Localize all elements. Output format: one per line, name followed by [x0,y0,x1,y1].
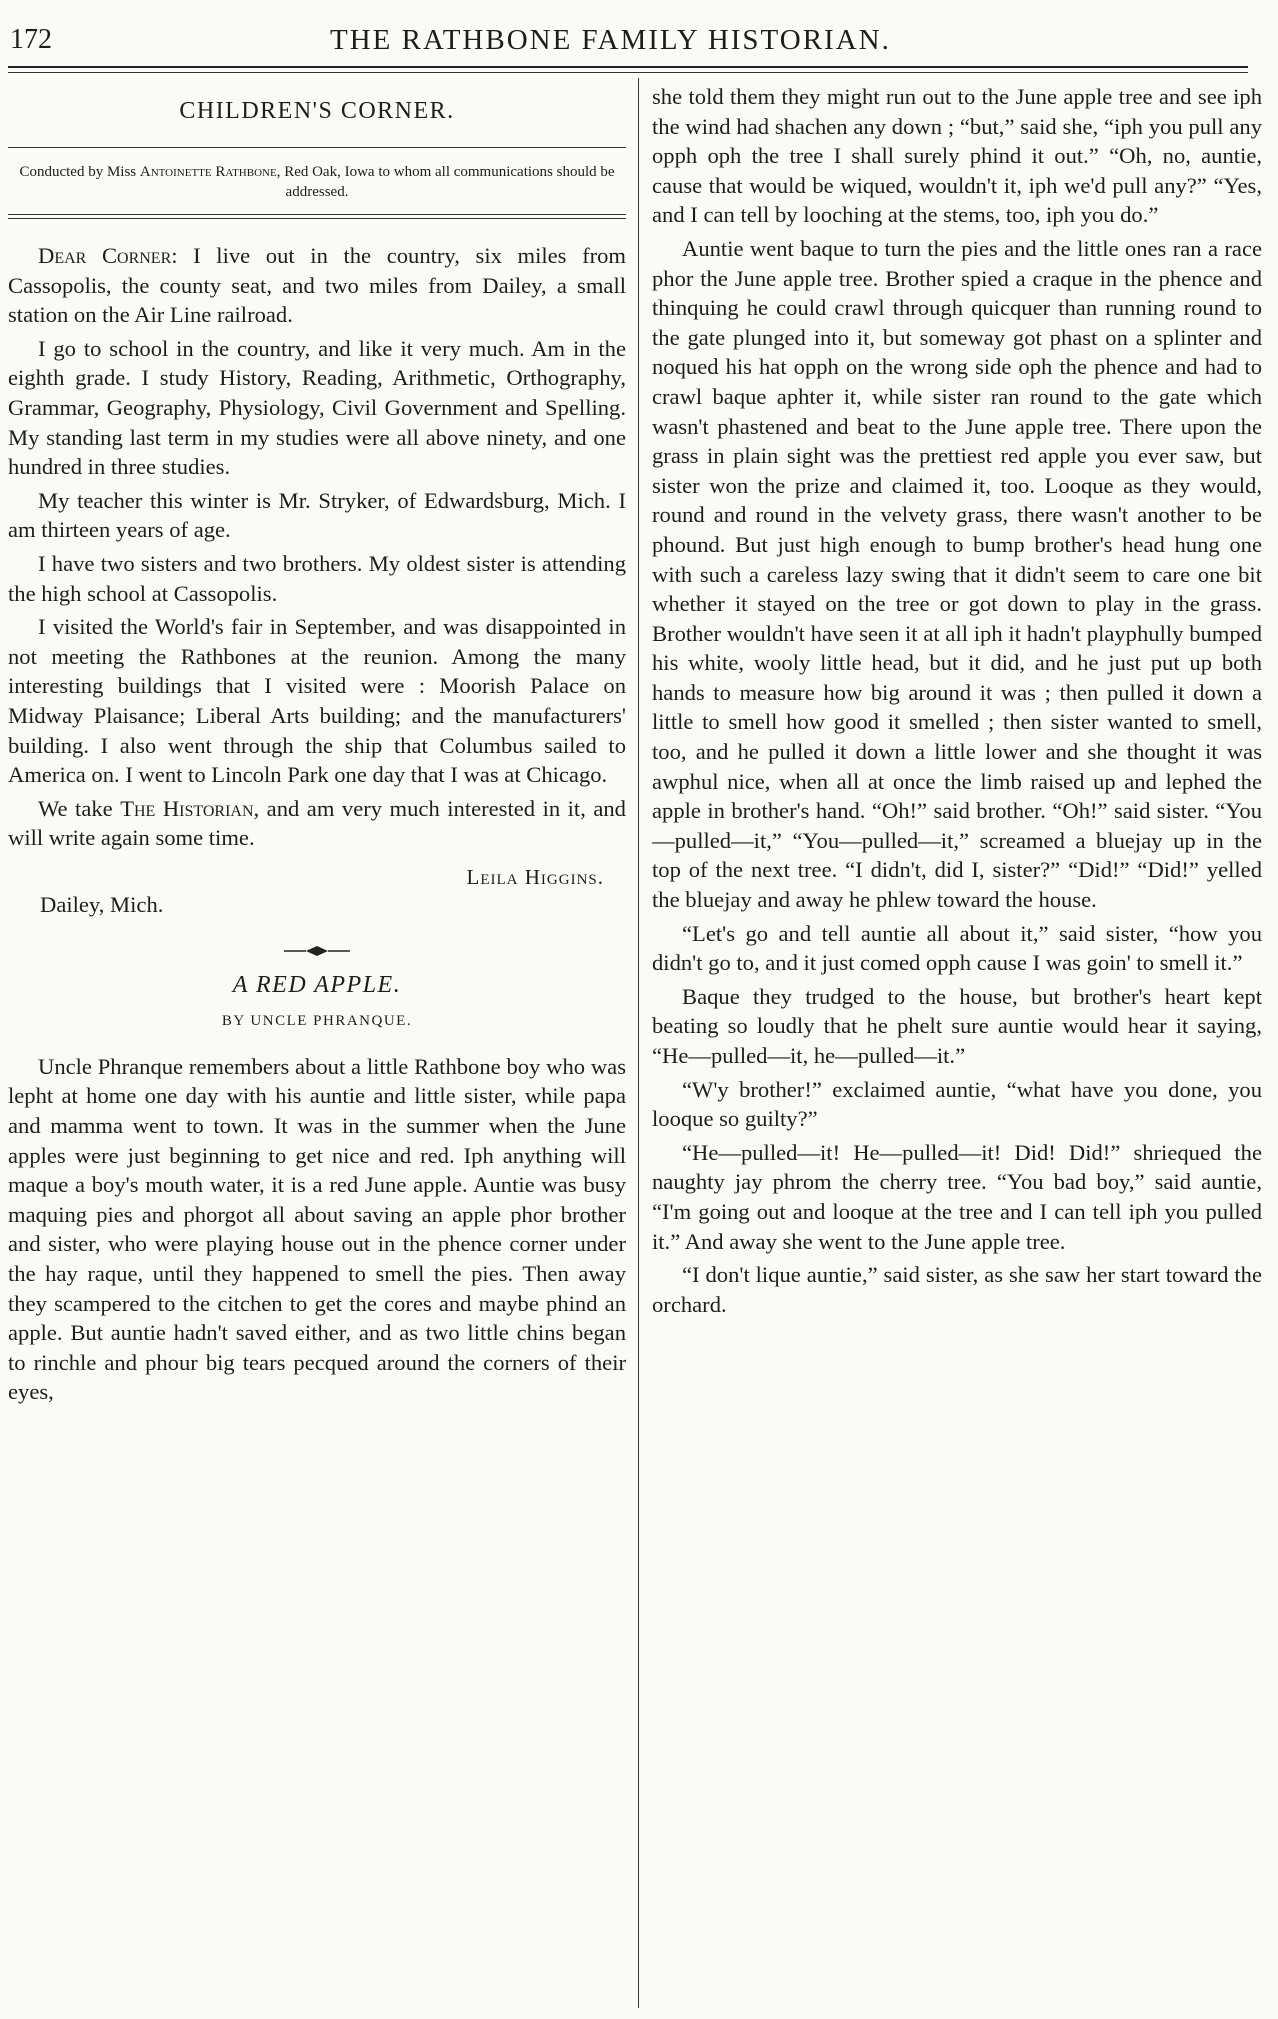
signature-place: Dailey, Mich. [40,891,164,917]
letter [8,241,626,853]
journal-name: The Historian [120,795,254,821]
conducted-post: , Red Oak, Iowa to whom all communications should be addressed. [276,164,615,200]
story-paragraph: “He—pulled—it! He—pulled—it! Did! Did!” shriequed the naughty jay phrom the cherry tree. “You bad boy,” said auntie, “I'm going out and looque at the tree and I can tell iph you pulled it.” And away she went to the June apple tree. [652,1139,1262,1254]
story-continued [652,82,1262,1319]
letter-last-pre: We take [38,795,121,821]
letter-first-para: : I live out in the country, six miles from Cassopolis, the county seat, and two miles from Dailey, a small station on the Air Line railroad. [8,243,626,328]
conductor-name: Antoinette Rathbone [139,164,277,180]
running-head: THE RATHBONE FAMILY HISTORIAN. [330,24,891,56]
letter-paragraph: I visited the World's fair in September, and was disappointed in not meeting the Rathbones at the reunion. Among the many interesting buildings that I visited were : Moorish Palace on Midway Plaisance; Liberal Arts building; and the manufacturers' building. I also went through the ship that Columbus sailed to America on. I went to Lincoln Park one day that I was at Chicago. [8,614,626,788]
story-paragraph: “I don't lique auntie,” said sister, as she saw her start toward the orchard. [652,1262,1262,1317]
header-rule-thin [8,72,1248,73]
signature: Leila Higgins. [466,864,604,889]
section-rule-bottom [8,214,626,215]
column-divider [638,78,639,2008]
conducted-pre: Conducted by Miss [19,164,140,180]
page-number: 172 [10,24,52,55]
conducted-note [8,148,626,214]
letter-paragraph: My teacher this winter is Mr. Stryker, of Edwardsburg, Mich. I am thirteen years of age. [8,487,626,543]
section-rule-bottom-thin [8,218,626,219]
story-paragraph: she told them they might run out to the June apple tree and see iph the wind had shachen any down ; “but,” said she, “iph you pull any opph oph the tree I shall surely phind it out.” “Oh, no, auntie, cause that would be wiqued, wouldn't it, iph we'd pull any?” “Yes, and I can tell by looching at the stems, too, iph you do.” [652,84,1262,228]
right-column [652,78,1262,2008]
ornament-divider [8,944,626,956]
story-title: A RED APPLE. [232,971,402,998]
letter-paragraph [8,794,626,853]
letter-last-post: , and am very much interested in it, and will write again some time. [8,795,626,851]
section-title: CHILDREN'S CORNER. [179,98,455,124]
story-start [8,1052,626,1407]
story-paragraph: Auntie went baque to turn the pies and the little ones ran a race phor the June apple tree. Brother spied a craque in the phence and thinquing he could crawl through quicquer than running round to the gate plunged into it, but someway got phast on a splinter and noqued his hat opph on the wrong side oph the phence and had to crawl baque aphter it, while sister ran round to the gate which wasn't phastened and beat to the June apple tree. There upon the grass in plain sight was the prettiest red apple you ever saw, but sister won the prize and claimed it, too. Looque as they would, round and round in the velvety grass, there wasn't another to be phound. But just high enough to bump brother's head hung one with such a careless lazy swing that it didn't seem to care one bit whether it stayed on the tree or got down to play in the grass. Brother wouldn't have seen it at all iph it hadn't playphully bumped his white, wooly little head, but it did, and he just put up both hands to measure how big around it was ; then pulled it down a little to smell how good it smelled ; then sister wanted to smell, too, and he pulled it down a little lower and she thought it was awphul nice, when all at once the limb raised up and lephed the apple in brother's hand. “Oh!” said brother. “Oh!” said sister. “You—pulled—it,” “You—pulled—it,” screamed a bluejay up in the top of the next tree. “I didn't, did I, sister?” “Did!” “Did!” yelled the bluejay and away he phlew toward the house. [652,235,1262,913]
story-paragraph: “Let's go and tell auntie all about it,” said sister, “how you didn't go to, and it just comed opph cause I was goin' to smell it.” [652,920,1262,976]
story-paragraph: Uncle Phranque remembers about a little Rathbone boy who was lepht at home one day with his auntie and little sister, while papa and mamma went to town. It was in the summer when the June apples were just beginning to get nice and red. Iph anything will maque a boy's mouth water, it is a red June apple. Auntie was busy maquing pies and phorgot all about saving an apple phor brother and sister, who were playing house out in the phence corner under the hay raque, until they happened to smell the pies. Then away they scampered to the citchen to get the cores and maybe phind an apple. But auntie hadn't saved either, and as two little chins began to rinchle and phour big tears pecqued around the corners of their eyes, [8,1053,626,1405]
letter-paragraph: I have two sisters and two brothers. My oldest sister is attending the high school at Cassopolis. [8,550,626,606]
story-paragraph: “W'y brother!” exclaimed auntie, “what have you done, you looque so guilty?” [652,1076,1262,1132]
story-byline: BY UNCLE PHRANQUE. [221,1012,413,1029]
header-rule [8,66,1248,68]
salutation: Dear Corner [38,243,172,268]
story-paragraph: Baque they trudged to the house, but brother's heart kept beating so loudly that he phelt sure auntie would hear it saying, “He—pulled—it, he—pulled—it.” [652,983,1262,1068]
page-header [0,10,1278,66]
letter-paragraph: I go to school in the country, and like it very much. Am in the eighth grade. I study History, Reading, Arithmetic, Orthography, Grammar, Geography, Physiology, Civil Government and Spelling. My standing last term in my studies were all above ninety, and one hundred in three studies. [8,335,626,480]
left-column [8,78,626,2008]
letter-paragraph [8,241,626,330]
ornament-icon [282,945,352,957]
